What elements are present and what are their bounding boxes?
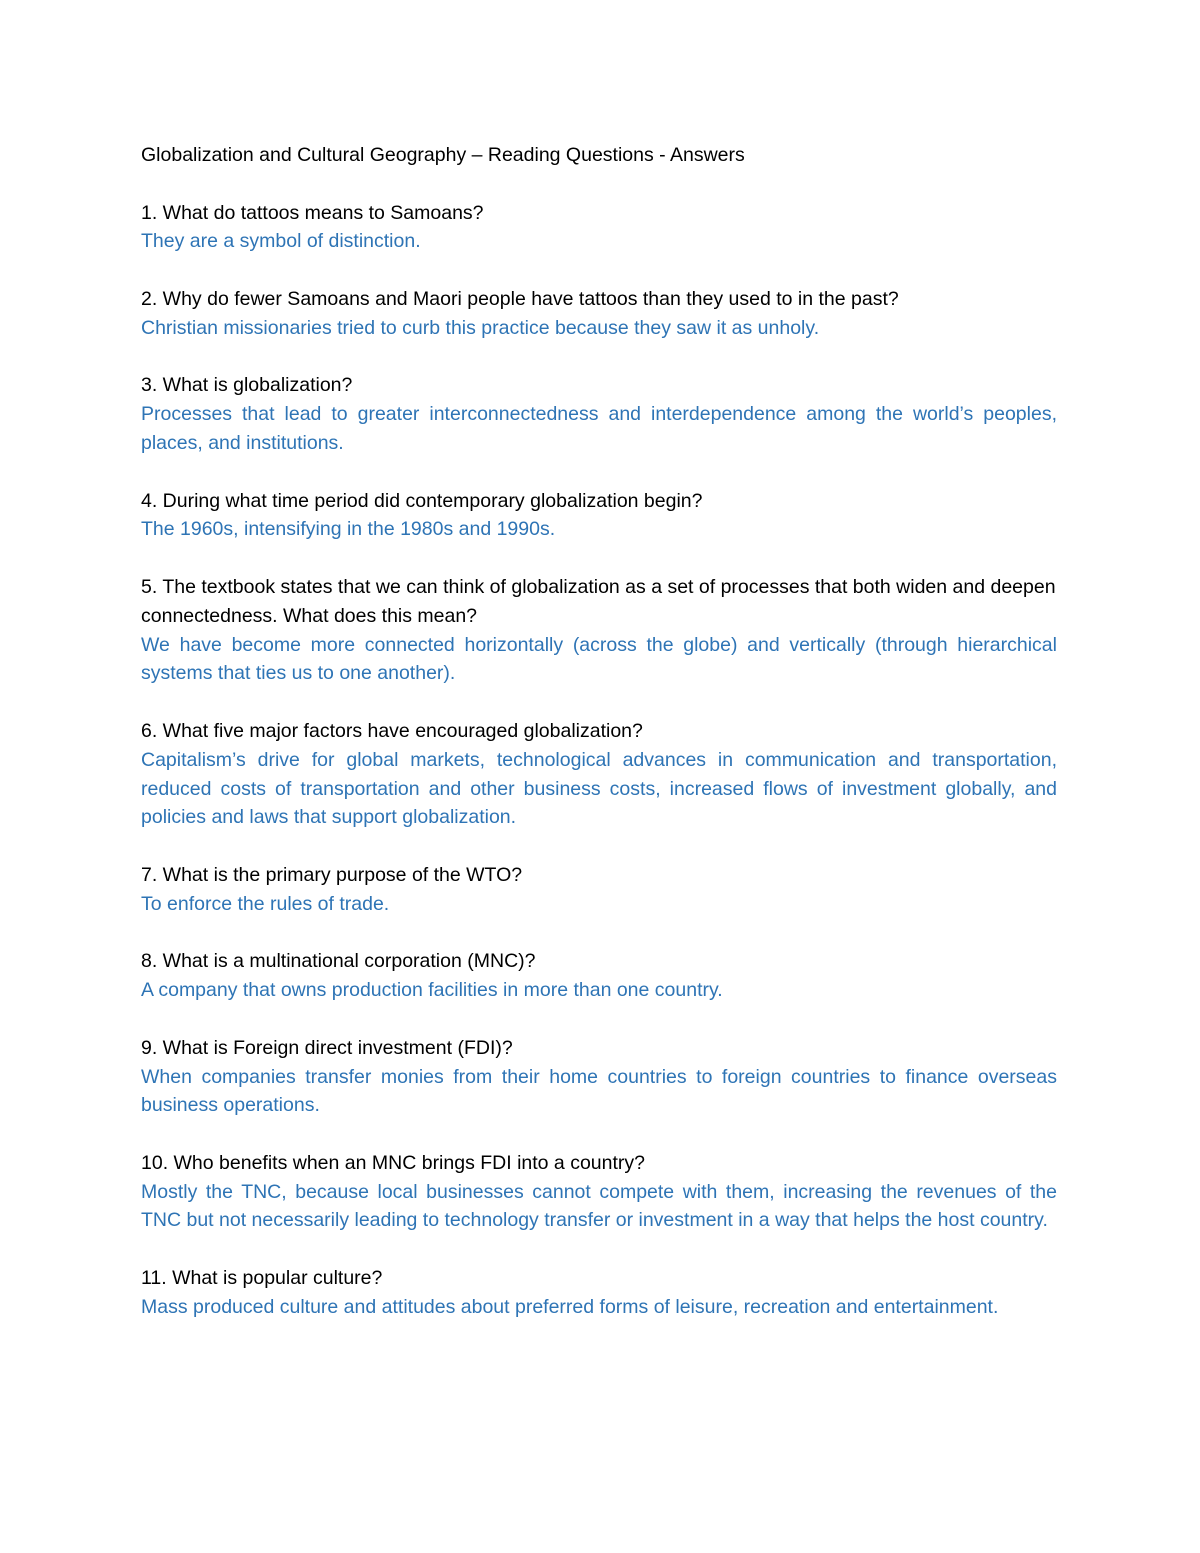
answer-6: Capitalism’s drive for global markets, technological advances in communication and transportation, reduced costs of transportation and other business costs, increased flows of investment globally, and policies and laws that support globalization. bbox=[141, 748, 1057, 829]
question-8: 8. What is a multinational corporation (MNC)? bbox=[141, 950, 536, 973]
answer-11: Mass produced culture and attitudes about preferred forms of leisure, recreation and entertainment. bbox=[141, 1295, 999, 1318]
qa-item-5 bbox=[141, 573, 1057, 688]
question-9: 9. What is Foreign direct investment (FDI)? bbox=[141, 1036, 513, 1059]
answer-5: We have become more connected horizontally (across the globe) and vertically (through hierarchical systems that ties us to one another). bbox=[141, 633, 1057, 685]
answer-1: They are a symbol of distinction. bbox=[141, 230, 421, 253]
answer-7: To enforce the rules of trade. bbox=[141, 892, 390, 915]
answer-10: Mostly the TNC, because local businesses cannot compete with them, increasing the revenues of the TNC but not necessarily leading to technology transfer or investment in a way that helps the host country. bbox=[141, 1180, 1057, 1232]
qa-item-4 bbox=[141, 487, 1057, 545]
qa-item-3 bbox=[141, 371, 1057, 457]
question-3: 3. What is globalization? bbox=[141, 374, 353, 397]
answer-4: The 1960s, intensifying in the 1980s and 1990s. bbox=[141, 518, 556, 541]
question-11: 11. What is popular culture? bbox=[141, 1267, 383, 1290]
qa-item-11 bbox=[141, 1264, 1057, 1322]
question-1: 1. What do tattoos means to Samoans? bbox=[141, 201, 484, 224]
answer-9: When companies transfer monies from their home countries to foreign countries to finance overseas business operations. bbox=[141, 1065, 1057, 1117]
qa-item-9 bbox=[141, 1034, 1057, 1120]
question-6: 6. What five major factors have encouraged globalization? bbox=[141, 719, 643, 742]
answer-2: Christian missionaries tried to curb this practice because they saw it as unholy. bbox=[141, 316, 820, 339]
qa-item-2 bbox=[141, 285, 1057, 343]
qa-item-7 bbox=[141, 861, 1057, 919]
question-5: 5. The textbook states that we can think of globalization as a set of processes that both widen and deepen connectedness. What does this mean? bbox=[141, 575, 1056, 627]
answer-8: A company that owns production facilities in more than one country. bbox=[141, 979, 723, 1002]
question-10: 10. Who benefits when an MNC brings FDI into a country? bbox=[141, 1151, 645, 1174]
question-2: 2. Why do fewer Samoans and Maori people have tattoos than they used to in the past? bbox=[141, 287, 899, 310]
question-4: 4. During what time period did contemporary globalization begin? bbox=[141, 489, 703, 512]
answer-3: Processes that lead to greater interconnectedness and interdependence among the world’s peoples, places, and institutions. bbox=[141, 403, 1057, 454]
document-title: Globalization and Cultural Geography – Reading Questions - Answers bbox=[141, 144, 745, 166]
qa-item-1 bbox=[141, 199, 1057, 257]
qa-item-10 bbox=[141, 1149, 1057, 1235]
question-7: 7. What is the primary purpose of the WTO? bbox=[141, 863, 523, 886]
qa-item-8 bbox=[141, 947, 1057, 1005]
qa-item-6 bbox=[141, 717, 1057, 832]
document-page bbox=[141, 141, 1057, 1350]
